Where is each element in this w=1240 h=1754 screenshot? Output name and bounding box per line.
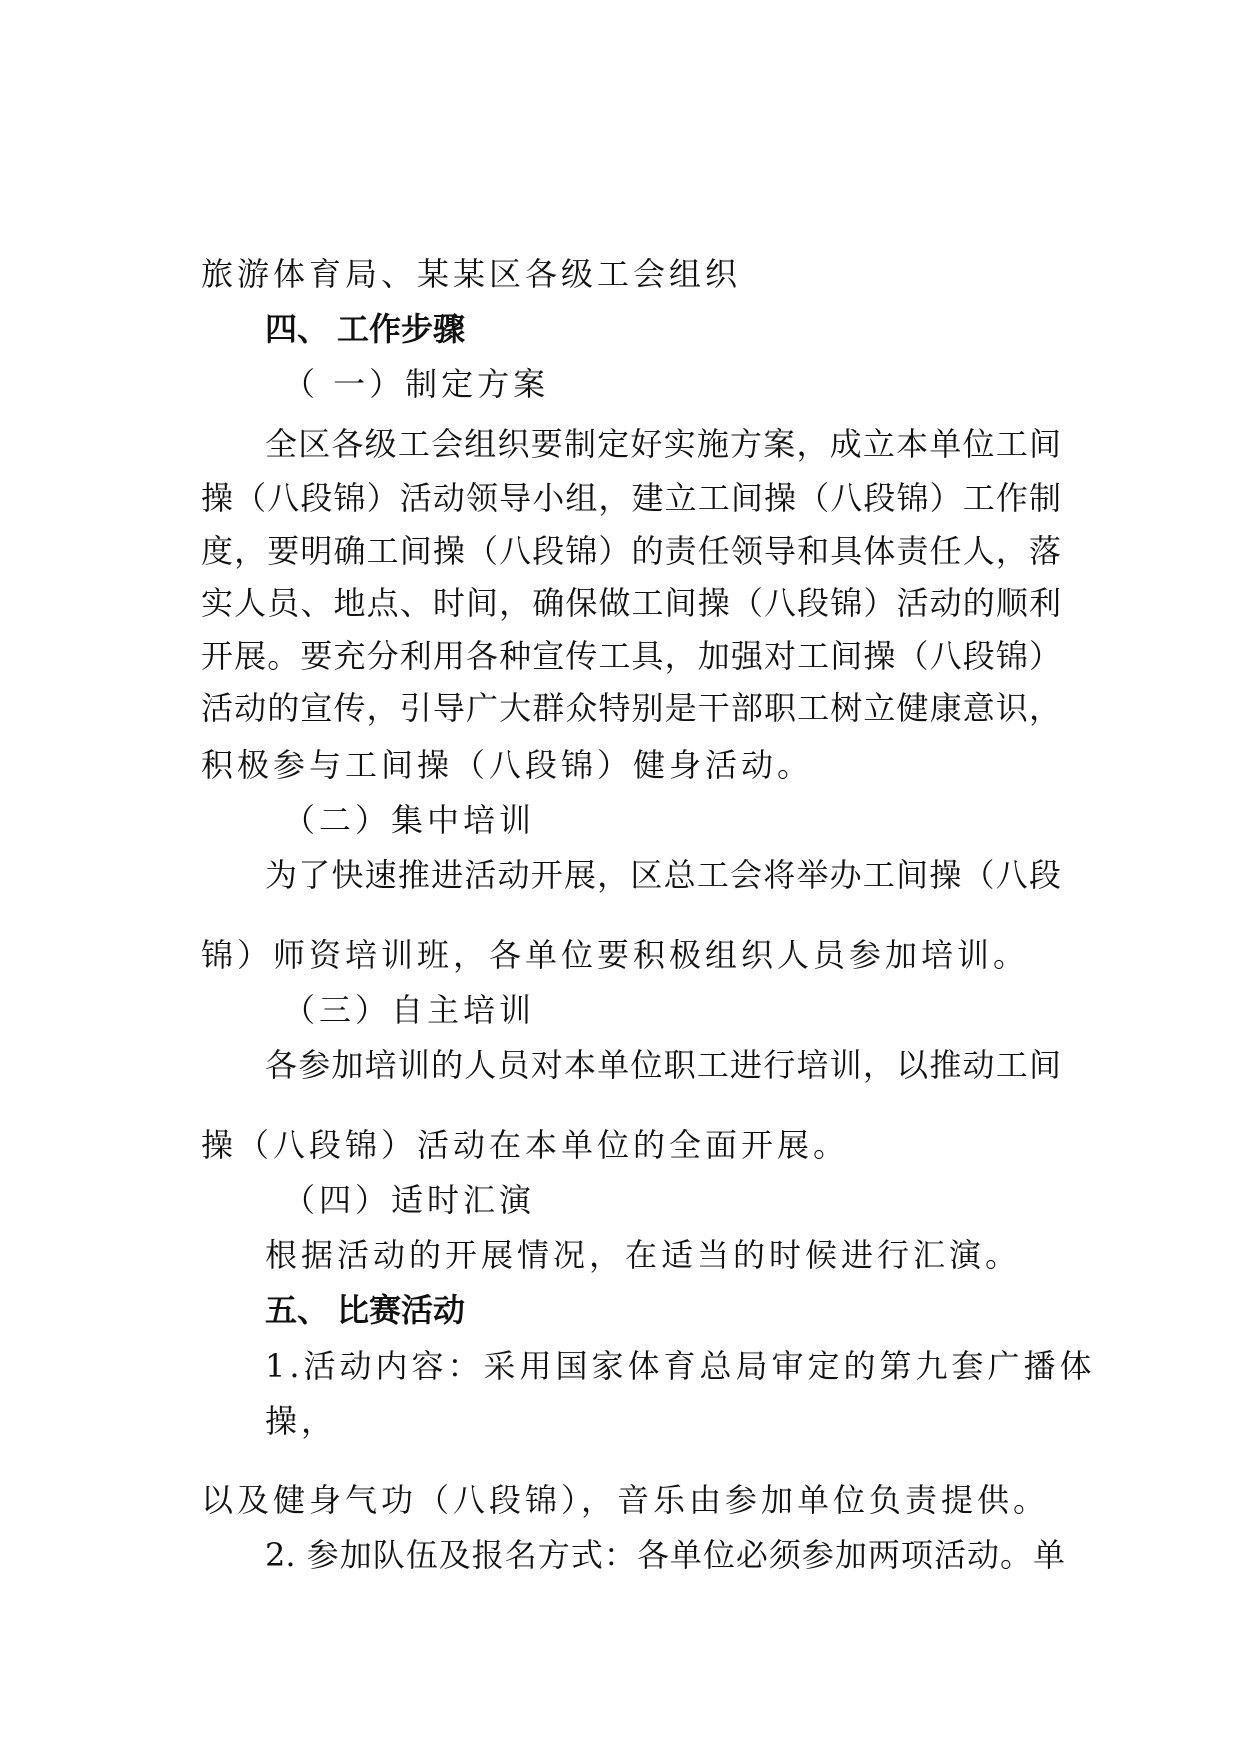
subsection-heading: （ 一）制定方案 bbox=[283, 365, 550, 403]
section-number: 五、 bbox=[265, 1291, 330, 1329]
list-item-line: 2. 参加队伍及报名方式：各单位必须参加两项活动。单 bbox=[265, 1536, 1065, 1574]
text-line: 积极参与工间操（八段锦）健身活动。 bbox=[201, 746, 814, 784]
section-title: 比赛活动 bbox=[337, 1291, 466, 1329]
subsection-heading: （三）自主培训 bbox=[283, 991, 536, 1029]
section-heading-5 bbox=[265, 1290, 465, 1330]
section-title: 工作步骤 bbox=[337, 310, 466, 348]
text-line: 各参加培训的人员对本单位职工进行培训，以推动工间 bbox=[265, 1046, 1061, 1084]
text-line: 操（八段锦）活动领导小组，建立工间操（八段锦）工作制 bbox=[201, 479, 1061, 517]
text-line: 旅游体育局、某某区各级工会组织 bbox=[201, 255, 742, 293]
list-item-line: 操， bbox=[265, 1402, 338, 1440]
text-line: 实人员、地点、时间，确保做工间操（八段锦）活动的顺利 bbox=[201, 584, 1061, 622]
section-number: 四、 bbox=[265, 310, 330, 348]
text-line: 活动的宣传，引导广大群众特别是干部职工树立健康意识， bbox=[201, 689, 1061, 727]
text-line: 根据活动的开展情况，在适当的时候进行汇演。 bbox=[265, 1236, 1022, 1274]
list-item-line: 1.活动内容：采用国家体育总局审定的第九套广播体 bbox=[265, 1347, 1096, 1385]
text-line: 全区各级工会组织要制定好实施方案，成立本单位工间 bbox=[265, 425, 1061, 463]
subsection-heading: （二）集中培训 bbox=[283, 801, 536, 839]
subsection-heading: （四）适时汇演 bbox=[283, 1181, 536, 1219]
text-line: 为了快速推进活动开展，区总工会将举办工间操（八段 bbox=[265, 856, 1061, 894]
text-line: 操（八段锦）活动在本单位的全面开展。 bbox=[201, 1126, 850, 1164]
section-heading-4 bbox=[265, 309, 465, 349]
text-line: 锦）师资培训班，各单位要积极组织人员参加培训。 bbox=[201, 936, 1030, 974]
text-line: 以及健身气功（八段锦），音乐由参加单位负责提供。 bbox=[201, 1481, 1050, 1519]
text-line: 开展。要充分利用各种宣传工具，加强对工间操（八段锦） bbox=[201, 637, 1061, 675]
text-line: 度，要明确工间操（八段锦）的责任领导和具体责任人，落 bbox=[201, 532, 1061, 570]
